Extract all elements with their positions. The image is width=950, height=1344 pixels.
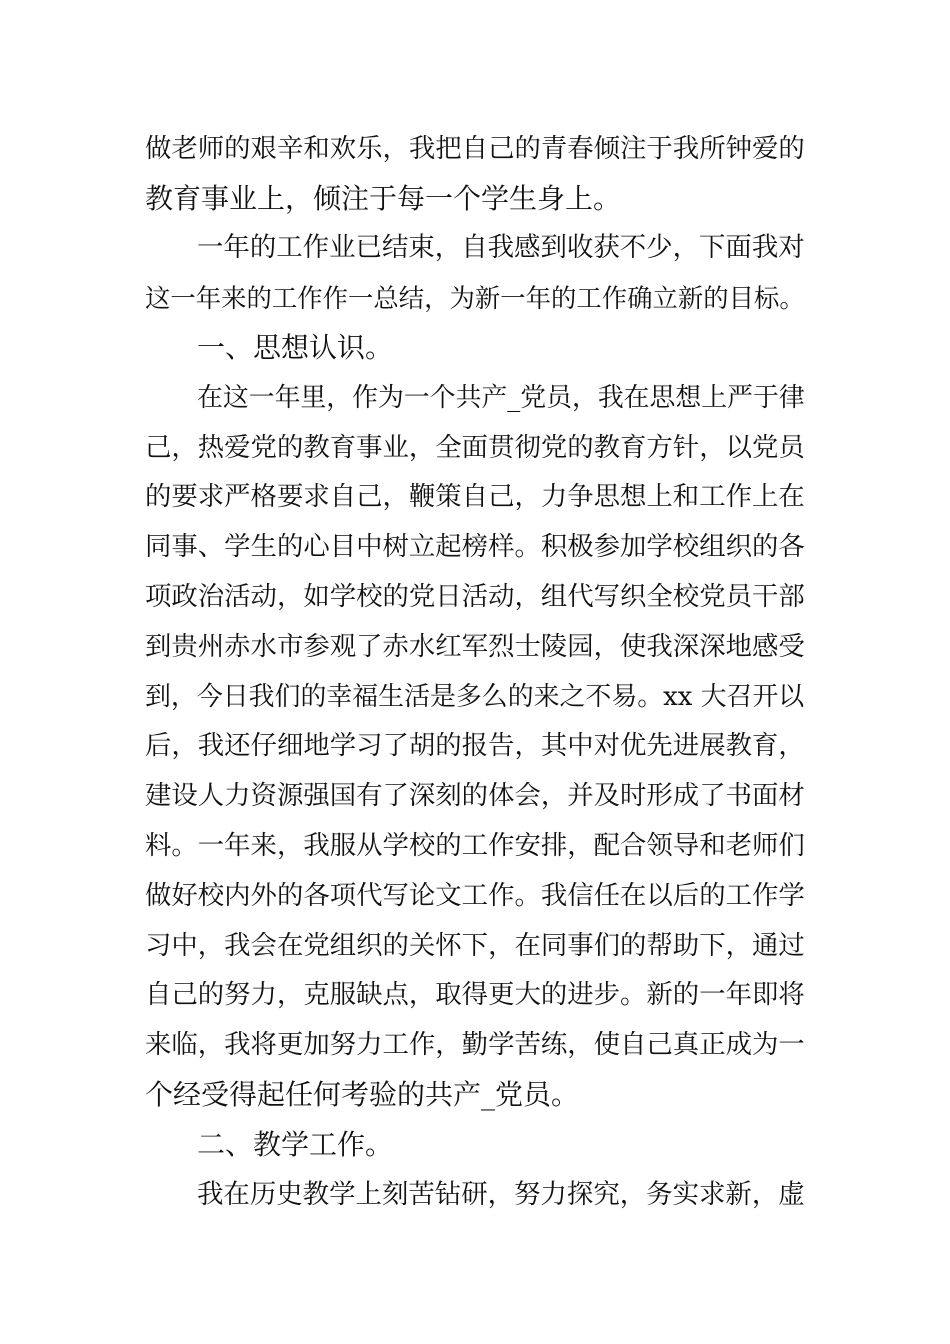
text-line: 个经受得起任何考验的共产_党员。 bbox=[145, 1078, 580, 1111]
text-line: 到，今日我们的幸福生活是多么的来之不易。xx 大召开以 bbox=[145, 682, 805, 712]
text-line: 到贵州赤水市参观了赤水红军烈士陵园，使我深深地感受 bbox=[145, 631, 805, 662]
text-line: 料。一年来，我服从学校的工作安排，配合领导和老师们 bbox=[145, 830, 805, 861]
text-line: 的要求严格要求自己，鞭策自己，力争思想上和工作上在 bbox=[145, 481, 805, 512]
text-line: 在这一年里，作为一个共产_党员，我在思想上严于律 bbox=[197, 383, 805, 413]
text-line: 教育事业上，倾注于每一个学生身上。 bbox=[145, 182, 622, 215]
text-line: 项政治活动，如学校的党日活动，组代写织全校党员干部 bbox=[145, 581, 805, 612]
text-line: 做老师的艰辛和欢乐，我把自己的青春倾注于我所钟爱的 bbox=[145, 133, 805, 164]
text-line: 己，热爱党的教育事业，全面贯彻党的教育方针，以党员 bbox=[145, 432, 805, 463]
text-line: 来临，我将更加努力工作，勤学苦练，使自己真正成为一 bbox=[145, 1029, 805, 1060]
section-heading: 二、教学工作。 bbox=[197, 1128, 394, 1161]
text-line: 后，我还仔细地学习了胡的报告，其中对优先进展教育， bbox=[145, 730, 805, 761]
text-line: 我在历史教学上刻苦钻研，努力探究，务实求新，虚 bbox=[197, 1179, 805, 1210]
text-line: 习中，我会在党组织的关怀下，在同事们的帮助下，通过 bbox=[145, 930, 805, 961]
text-line: 同事、学生的心目中树立起榜样。积极参加学校组织的各 bbox=[145, 531, 805, 562]
text-line: 自己的努力，克服缺点，取得更大的进步。新的一年即将 bbox=[145, 979, 805, 1010]
text-line: 这一年来的工作作一总结，为新一年的工作确立新的目标。 bbox=[145, 283, 805, 313]
text-line: 建设人力资源强国有了深刻的体会，并及时形成了书面材 bbox=[145, 780, 805, 811]
section-heading: 一、思想认识。 bbox=[197, 331, 394, 364]
text-line: 一年的工作业已结束，自我感到收获不少，下面我对 bbox=[197, 232, 805, 263]
text-line: 做好校内外的各项代写论文工作。我信任在以后的工作学 bbox=[145, 880, 805, 911]
